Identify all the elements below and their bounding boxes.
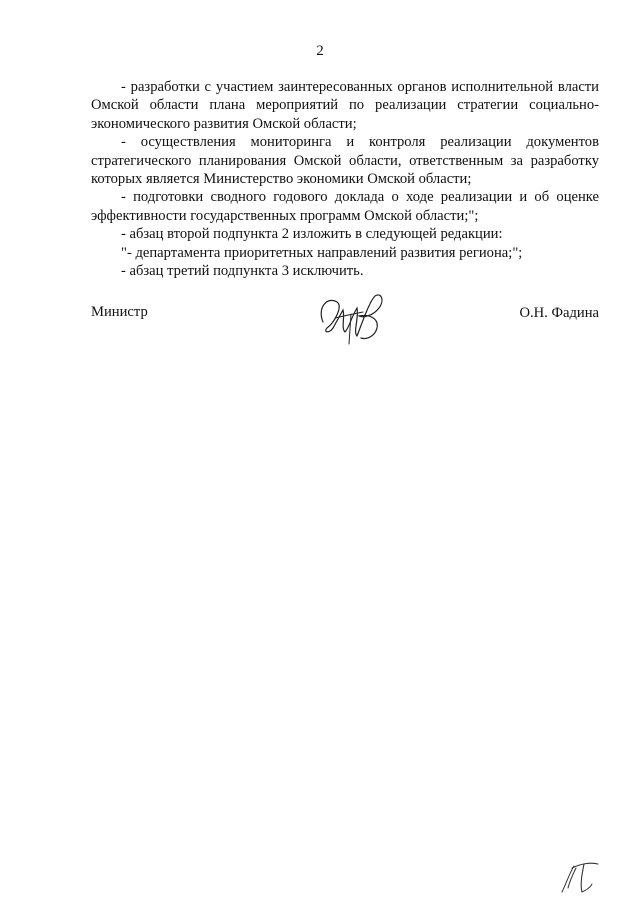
signature-block	[91, 296, 599, 356]
paragraph-amend-subitem-2: - абзац второй подпункта 2 изложить в следующей редакции:	[121, 226, 503, 243]
paragraph-development-plan: - разработки с участием заинтересованных органов исполнительной власти Омской области плана мероприятий по реализации стратегии социально-экономического развития Омской области;	[91, 79, 599, 132]
handwritten-signature-icon	[313, 288, 393, 350]
paragraph-department-priorities: "- департамента приоритетных направлений развития региона;";	[121, 244, 523, 261]
page-number: 2	[316, 43, 324, 59]
paragraph-delete-subitem-3: - абзац третий подпункта 3 исключить.	[121, 263, 364, 280]
handwritten-initials-icon	[558, 858, 602, 896]
document-body	[91, 78, 599, 280]
signer-name: О.Н. Фадина	[519, 305, 599, 321]
paragraph-monitoring: - осуществления мониторинга и контроля реализации документов стратегического планирования Омской области, ответственным за разработку которых является Министерство экономики Омской области;	[91, 134, 599, 188]
paragraph-annual-report: - подготовки сводного годового доклада о ходе реализации и об оценке эффективности государственных программ Омской области;";	[91, 189, 599, 224]
signer-title: Министр	[91, 304, 148, 320]
